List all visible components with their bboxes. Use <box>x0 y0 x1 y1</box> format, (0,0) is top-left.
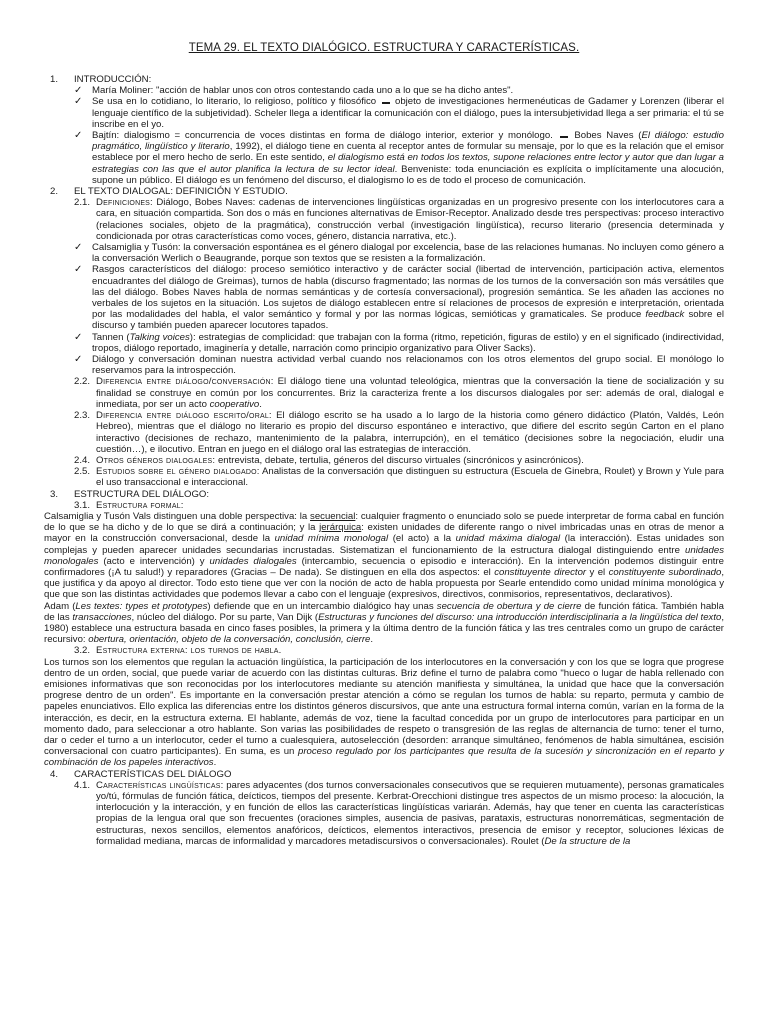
subsection-number: 2.2. <box>74 376 91 388</box>
bullet-text: Diálogo y conversación dominan nuestra actividad verbal cuando nos relacionamos con los otros elementos del grupo social. El monólogo lo reservamos para la introspección. <box>92 354 724 377</box>
subsection-number: 3.1. <box>74 499 91 511</box>
section-texto-dialogal <box>44 186 724 488</box>
section-title: EL TEXTO DIALOGAL: DEFINICIÓN Y ESTUDIO. <box>74 186 288 198</box>
section-number: 2. <box>50 186 59 198</box>
bullet-item <box>44 85 724 96</box>
section-number: 3. <box>50 488 59 500</box>
subsection-text: Estudios sobre el género dialogado: Analistas de la conversación que distinguen su estructura (Escuela de Ginebra, Roulet) y Brown y Yule para el uso transaccional e interaccional. <box>96 466 724 489</box>
checkmark-icon: ✓ <box>74 242 83 254</box>
subsection-estudios <box>44 466 724 488</box>
subsection-text: Diferencia entre diálogo escrito/oral: El diálogo escrito se ha usado a lo largo de la historia como género didáctico (Platón, Valdés, León Hebreo), mientras que el diálogo no literario es propio del discurso espontáneo e interactivo, que difiere del escrito según Carton en el plano interactivo (decisiones de rechazo, mantenimiento de la palabra, interrupción), en el temático (decisiones sobre la negociación, eludir una cuestión…), e ilocutivo. Entran en juego en el diálogo oral las estrategias de interacción. <box>96 410 724 455</box>
bullet-text: Tannen (Talking voices): estrategias de complicidad: que trabajan con la forma (ritmo, repetición, figuras de estilo) y en el significado (indirectividad, tropos, diálogo reportado, imaginería y detalle, narración como principio organizativo para Oliver Sacks). <box>92 331 724 354</box>
section-title: INTRODUCCIÓN: <box>74 74 152 85</box>
subsection-caracteristicas-linguisticas <box>44 780 724 847</box>
checkmark-icon: ✓ <box>74 85 83 97</box>
bullet-text: María Moliner: "acción de hablar unos con otros contestando cada uno a lo que se ha dicho antes". <box>92 85 514 97</box>
bullet-text: Rasgos característicos del diálogo: proceso semiótico interactivo y de carácter social (libertad de intervención, participación activa, elementos encuadrantes del diálogo de Greimas), turnos de habla (discurso fragmentado; las normas de los turnos de la conversación son más versátiles que las del diálogo. Bobes Naves habla de normas semánticas y de cortesía conversacional), progresión semántica. Se les añaden las acciones no verbales de los sujetos en la situación. Los sujetos de diálogo establecen entre sí relaciones de procesos de expresión e interpretación, orientada por las modalidades del habla, el valor semántico y formal y por las normas lógicas, semióticas y gramaticales. Se produce feedback sobre el discurso y también pueden aparecer locutores tapados. <box>92 264 724 332</box>
section-estructura <box>44 489 724 769</box>
book-icon <box>560 133 568 138</box>
bullet-item <box>44 354 724 376</box>
paragraph: Los turnos son los elementos que regulan la actuación lingüística, la participación de los interlocutores en la conversación y con los que se logra que progrese dentro de un orden, social, que puede variar de acuerdo con las distintas culturas. Briz define el turno de palabra como "hueco o lugar de habla rellenado con emisiones informativas que son reconocidas por los interlocutores mediante su atención manifiesta y simultánea, la unidad que hace que la conversación progrese dentro de un orden". Es importante en la conversación prestar atención a cómo se regulan los turnos de habla: su reparto, permuta y cambio de papeles enunciativos. Ello explica las diferencias entre los distintos géneros discursivos, que ante una estructura formal interna común, varían en la forma de la interacción, es decir, en la estructura externa. El hablante, además de voz, tiene la facultad concedida por un grupo de interlocutores para participar en un momento dado, para seleccionar a otro hablante. Son varias las posibilidades de respeto o transgresión de las reglas de alternancia de turno: tener el turno, dar o ceder el turno a un interlocutor, ceder el turno a cualesquiera, autoselección (desorden: arranque simultáneo, fenómenos de habla simultánea, escisión conversacional con cuatro participantes). En suma, es un proceso regulado por los participantes que resulta de la sucesión y sincronización en el reparto y combinación de los papeles interactivos. <box>44 656 724 769</box>
section-number: 1. <box>50 74 59 85</box>
subsection-number: 2.3. <box>74 410 91 422</box>
section-heading <box>44 769 724 780</box>
subsection-number: 2.4. <box>74 454 91 466</box>
book-icon <box>382 99 390 104</box>
subsection-text: Características lingüísticas: pares adyacentes (dos turnos conversacionales consecutivos que se requieren mutuamente), personas gramaticales yo/tú, fórmulas de función fática, deícticos, tiempos del presente. Kerbrat-Orecchioni distingue tres aspectos de un mismo proceso: la alocución, la interlocución y la interacción, y en función de ellos las características lingüísticas variarán. Además, hay que tener en cuenta las características propias de la lengua oral que son frecuentes (oraciones simples, ausencia de pasivas, parataxis, estructuras nonorremáticas, segmentación de estructuras, nexos sencillos, elementos anafóricos, deícticos, elementos interactivos, presencia de emisor y receptor, soluciones léxicas de formalidad mediana, marcas de informalidad y marcadores metadiscursivos o conversacionales). Roulet (De la structure de la <box>96 779 725 847</box>
subsection-definiciones <box>44 197 724 242</box>
subsection-text: Definiciones: Diálogo, Bobes Naves: cadenas de intervenciones lingüísticas organizadas en un progresivo presente con los interlocutores cara a cara, en situación compartida. Son dos o más en funciones alternativas de Emisor-Receptor. Analizado desde tres perspectivas: proceso interactivo (relaciones sociales, objeto de la pragmática), construcción verbal (investigación lingüística), recurso literario (presencia determinada y condicionada por otras características como voces, género, distancia narrativa, etc.). <box>96 197 724 242</box>
section-title: CARACTERÍSTICAS DEL DIÁLOGO <box>74 768 232 780</box>
section-caracteristicas <box>44 769 724 847</box>
section-introduccion <box>44 74 724 186</box>
subsection-otros-generos <box>44 455 724 466</box>
subsection-diferencia-dialogo-conversacion <box>44 376 724 410</box>
subsection-estructura-formal <box>44 500 724 511</box>
section-number: 4. <box>50 768 59 780</box>
document-body <box>44 74 724 847</box>
paragraph: Adam (Les textes: types et prototypes) defiende que en un intercambio dialógico hay unas secuencia de obertura y de cierre de función fática. También habla de las transacciones, núcleo del diálogo. Por su parte, Van Dijk (Estructuras y funciones del discurso: una introducción interdisciplinaria a la lingüística del texto, 1980) establece una estructura basada en cinco fases posibles, la primera y la última dentro de la función fática y las tres centrales como un grupo de carácter recursivo: obertura, orientación, objeto de la conversación, conclusión, cierre. <box>44 600 725 646</box>
subsection-turnos-de-habla <box>44 645 724 656</box>
subsection-number: 3.2. <box>74 645 91 657</box>
bullet-text: Se usa en lo cotidiano, lo literario, lo religioso, político y filosófico objeto de investigaciones hermenéuticas de Gadamer y Lorenzen (liberar el lenguaje científico de la subjetividad). Scheler llega a identificar la comunicación con el diálogo, pues la intersubjetividad llega a ser primaria: el tú se inscribe en el yo. <box>92 96 724 130</box>
bullet-text: Calsamiglia y Tusón: la conversación espontánea es el género dialogal por excelencia, base de las relaciones humanas. No incluyen como género a la conversación Werlich o Beaugrande, porque son textos que se resisten a la formalización. <box>92 242 724 265</box>
subsection-number: 2.5. <box>74 466 91 478</box>
bullet-item <box>44 96 724 130</box>
section-title: ESTRUCTURA DEL DIÁLOGO: <box>74 488 210 500</box>
checkmark-icon: ✓ <box>74 96 83 108</box>
section-heading <box>44 186 724 197</box>
subsection-text: Otros géneros dialogales: entrevista, debate, tertulia, géneros del discurso virtuales (sincrónicos y asincrónicos). <box>96 454 584 466</box>
subsection-title: Estructura formal: <box>96 499 184 511</box>
checkmark-icon: ✓ <box>74 264 83 276</box>
bullet-text: Bajtín: dialogismo = concurrencia de voces distintas en forma de diálogo interior, exterior y monólogo. Bobes Naves (El diálogo: estudio pragmático, lingüístico y literario, 1992), el diálogo tiene en cuenta al receptor antes de formular su mensaje, por lo que es la relación que el emisor establece por el mero hecho de serlo. En este sentido, el dialogismo está en todos los textos, supone relaciones entre lector y autor que dan lugar a estrategias con las que el autor planifica la lectura de su lector ideal. Benveniste: toda enunciación es explícita o implícitamente una alocución, supone un público. El diálogo es un fenómeno del discurso, el dialogismo lo es de todo el proceso de comunicación. <box>92 130 725 186</box>
checkmark-icon: ✓ <box>74 354 83 366</box>
bullet-item <box>44 130 724 186</box>
bullet-item <box>44 332 724 354</box>
bullet-item <box>44 242 724 264</box>
section-heading <box>44 74 724 85</box>
paragraph: Calsamiglia y Tusón Vals distinguen una doble perspectiva: la secuencial: cualquier fragmento o enunciado solo se puede interpretar de forma cabal en función de lo que se ha dicho y de lo que se dirá a continuación; y la jerárquica: existen unidades de diferente rango o nivel imbricadas unas en otras de menor a mayor en la construcción conversacional, desde la unidad mínima monologal (el acto) a la unidad máxima dialogal (la interacción). Estas unidades son complejas y pueden aparecer unidades secundarias incrustadas. Sistematizan el funcionamiento de la estructura dialogal distinguiendo entre unidades monologales (acto e intervención) y unidades dialogales (intercambio, secuencia o episodio e interacción). En la intervención podemos distinguir entre confirmadores (¡A tu salud!) y reparadores (Gracias – De nada). Se distinguen en ella dos aspectos: el constituyente director y el constituyente subordinado, que justifica y da apoyo al director. Todo esto tiene que ver con la noción de acto de habla propuesta por Searle entendido como unidad mínima monológica y que que son las distintas actividades que podemos llevar a cabo con el lenguaje (expresivos, directivos, conmisorios, representativos, declarativos). <box>44 510 725 601</box>
section-heading <box>44 489 724 500</box>
subsection-number: 4.1. <box>74 779 91 791</box>
checkmark-icon: ✓ <box>74 130 83 142</box>
subsection-diferencia-escrito-oral <box>44 410 724 455</box>
document-title: TEMA 29. EL TEXTO DIALÓGICO. ESTRUCTURA Y CARACTERÍSTICAS. <box>188 42 580 54</box>
checkmark-icon: ✓ <box>74 331 83 343</box>
subsection-title: Estructura externa: los turnos de habla. <box>96 645 282 657</box>
subsection-text: Diferencia entre diálogo/conversación: El diálogo tiene una voluntad teleológica, mientras que la conversación la tiene de socialización y su finalidad se construye en común por los concurrentes. Briz la caracteriza frente a los discursos dialogales por ser: además de oral, dialogal e inmediata, por ser un acto cooperativo. <box>96 376 724 410</box>
subsection-number: 2.1. <box>74 197 91 209</box>
bullet-item <box>44 264 724 331</box>
